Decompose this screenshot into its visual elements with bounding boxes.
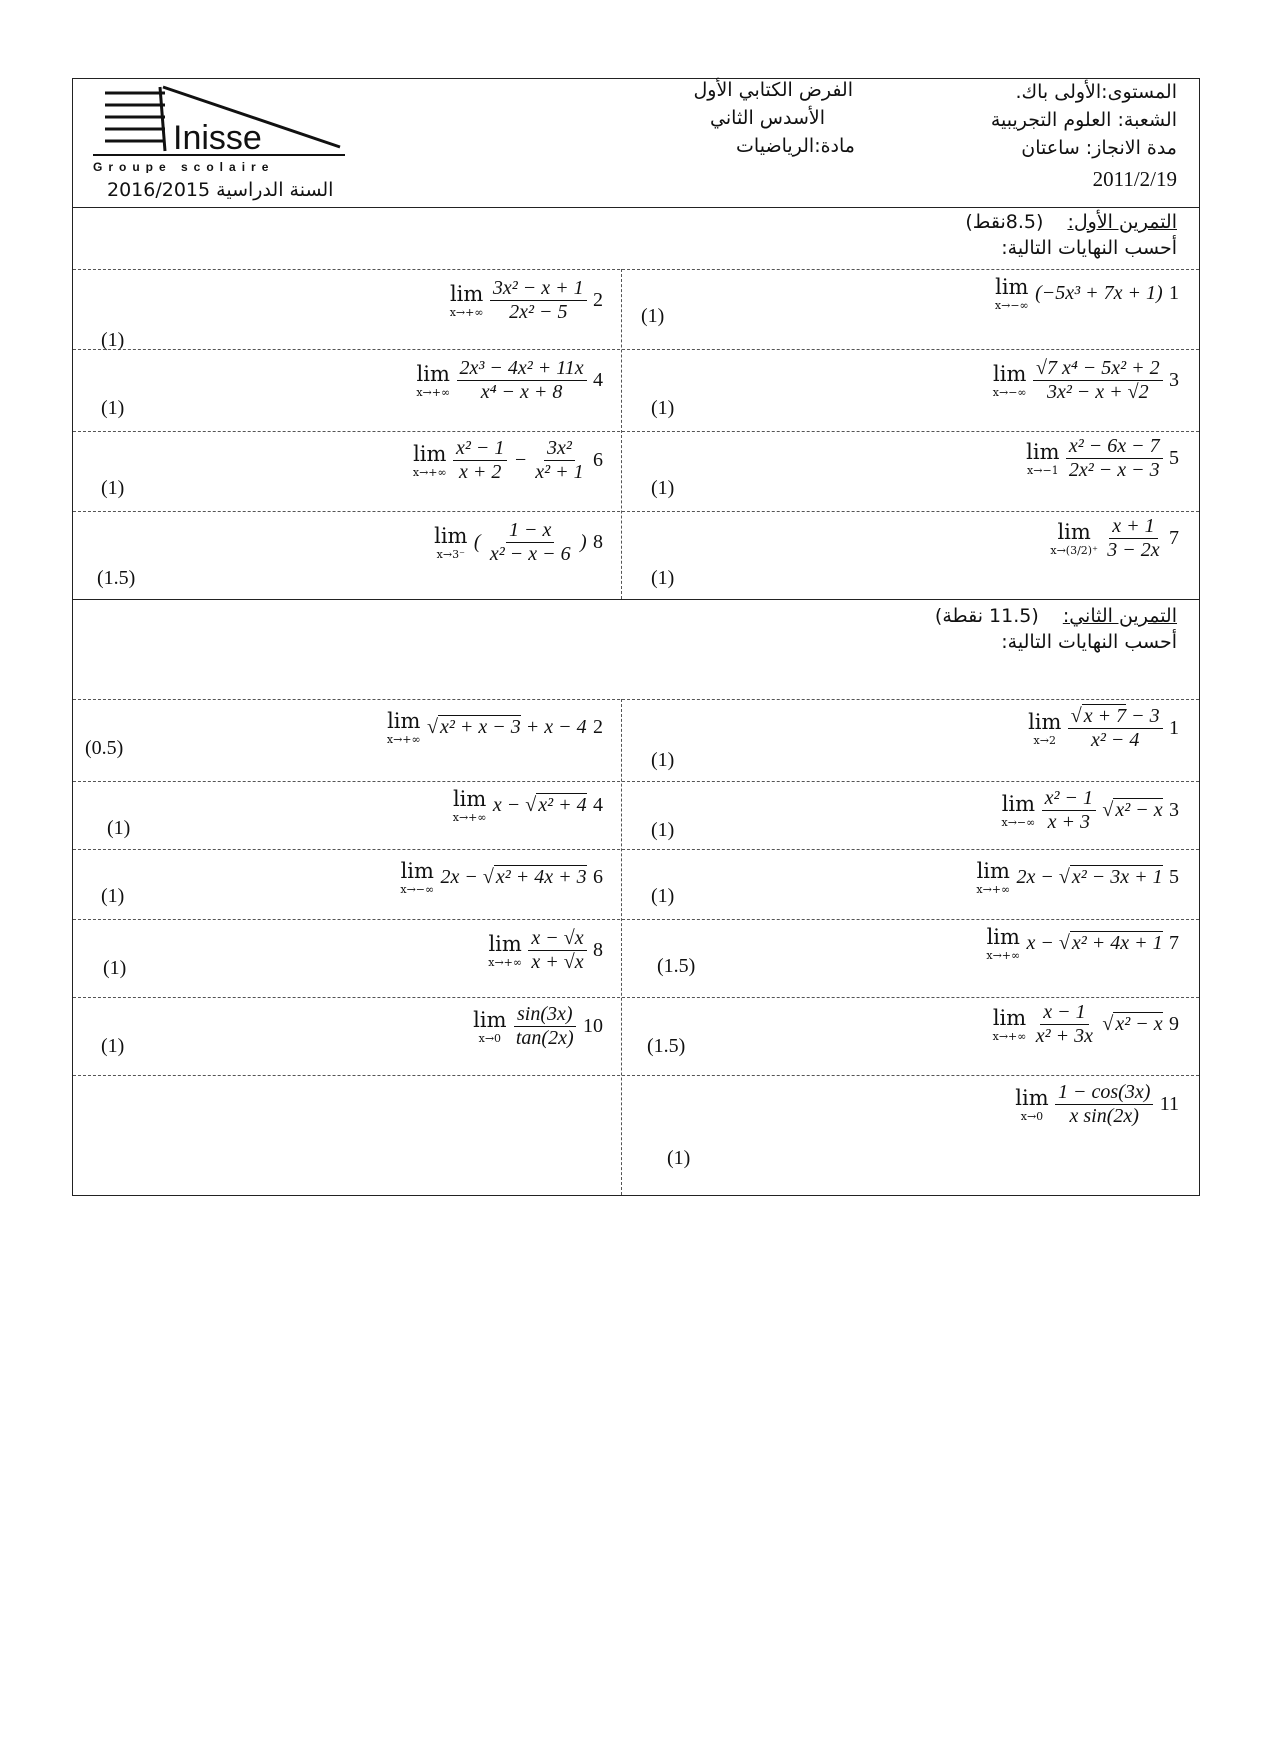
ex1-item-7: lim x→(3/2)⁺ $\frac{x + 1}{3 - 2x}$ 7: [1050, 515, 1179, 561]
ex1-item-6: lim x→+∞ $\frac{\text{x² − 1}}{x + 2}$ − $\frac{\text{3x²}}{\text{x² + 1}}$ 6: [412, 437, 603, 483]
exercise1-instruction: أحسب النهايات التالية:: [1001, 237, 1177, 259]
ex1-item-5-points: (1): [651, 477, 675, 499]
ex2-item-7: lim x→+∞ x − √ x² + 4x + 1 7: [986, 925, 1179, 962]
ex2-item-6-points: (1): [101, 885, 125, 907]
duration-text: مدة الانجاز: ساعتان: [1021, 137, 1177, 159]
level-text: المستوى:الأولى باك.: [1015, 81, 1177, 103]
ex2-item-5: lim x→+∞ 2x − √ x² − 3x + 1 5: [976, 859, 1179, 896]
ex1-item-2-points: (1): [101, 329, 125, 351]
ex2-row-5: [73, 997, 1199, 998]
ex1-row-1: [73, 269, 1199, 270]
ex1-row-4: [73, 511, 1199, 512]
ex2-row-6: [73, 1075, 1199, 1076]
ex2-row-3: [73, 849, 1199, 850]
ex2-item-8-points: (1): [103, 957, 127, 979]
semester-text: الأسدس الثاني: [710, 107, 825, 129]
ex2-row-2: [73, 781, 1199, 782]
ex1-item-7-points: (1): [651, 567, 675, 589]
ex1-item-4-points: (1): [101, 397, 125, 419]
exam-sheet: [72, 78, 1200, 1196]
ex2-item-9: lim x→+∞ $\frac{x - 1}{\text{x² + 3x}}$ √ x² − x 9: [992, 1001, 1179, 1047]
ex2-item-2-points: (0.5): [85, 737, 124, 759]
ex2-item-11: lim x→0 $\frac{1 - \cos(3x)}{\text{x sin(2x)}}$ 11: [1015, 1081, 1179, 1127]
exercise1-title: التمرين الأول: (8.5نقط): [965, 211, 1177, 233]
ex2-item-10: lim x→0 $\frac{\sin(3x)}{\tan(2x)}$ 10: [473, 1003, 603, 1049]
ex2-item-4: lim x→+∞ x − √ x² + 4 4: [452, 787, 603, 824]
ex2-row-1: [73, 699, 1199, 700]
ex2-item-5-points: (1): [651, 885, 675, 907]
ex1-item-8-points: (1.5): [97, 567, 136, 589]
logo-wordmark: Inisse: [173, 119, 262, 157]
ex1-row-2: [73, 349, 1199, 350]
exercise1-points: (8.5نقط): [965, 211, 1044, 233]
ex2-row-4: [73, 919, 1199, 920]
subject-text: مادة:الرياضيات: [736, 135, 855, 157]
exercise2-title: التمرين الثاني: (11.5 نقطة): [934, 605, 1177, 627]
exam-date: 2011/2/19: [1092, 167, 1177, 191]
exercise-separator: [73, 599, 1199, 600]
ex2-item-6: lim x→−∞ 2x − √ x² + 4x + 3 6: [400, 859, 603, 896]
ex2-item-9-points: (1.5): [647, 1035, 686, 1057]
ex2-item-1-points: (1): [651, 749, 675, 771]
ex2-item-3-points: (1): [651, 819, 675, 841]
ex1-item-1-points: (1): [641, 305, 665, 327]
ex1-item-5: lim x→−1 $\frac{\text{x² − 6x − 7}}{\text{2x² − x − 3}}$ 5: [1026, 435, 1179, 481]
branch-text: الشعبة: العلوم التجريبية: [990, 109, 1177, 131]
ex1-item-6-points: (1): [101, 477, 125, 499]
ex2-item-10-points: (1): [101, 1035, 125, 1057]
ex2-item-8: lim x→+∞ $\frac{x - √x}{x + √x}$ 8: [488, 927, 603, 973]
ex1-row-3: [73, 431, 1199, 432]
exercise2-points: (11.5 نقطة): [934, 605, 1039, 627]
ex1-column-divider: [621, 269, 622, 599]
exercise1-header: [73, 207, 1199, 267]
ex1-item-3: lim x→−∞ $\frac{\text{√7 x⁴ − 5x² + 2}}{\text{3x² − x + √2}}$ 3: [992, 357, 1179, 403]
school-year: السنة الدراسية 2016/2015: [107, 179, 334, 201]
ex2-item-4-points: (1): [107, 817, 131, 839]
ex1-item-4: lim x→+∞ $\frac{\text{2x³ − 4x² + 11x}}{\text{x⁴ − x + 8}}$ 4: [416, 357, 603, 403]
ex1-item-3-points: (1): [651, 397, 675, 419]
ex2-item-2: lim x→+∞ √ x² + x − 3 + x − 4 2: [386, 709, 603, 746]
ex2-column-divider: [621, 699, 622, 1195]
ex2-item-11-points: (1): [667, 1147, 691, 1169]
school-logo: [85, 85, 365, 173]
exercise2-instruction: أحسب النهايات التالية:: [1001, 631, 1177, 653]
ex2-item-1: lim x→2 $\frac{√ x + 7 - 3}{\text{x² − 4}}$ 1: [1028, 705, 1179, 751]
logo-subtitle: Groupe scolaire: [93, 160, 275, 173]
ex1-item-1: lim x→−∞ (−5x³ + 7x + 1) 1: [994, 275, 1179, 312]
exam-header: [73, 79, 1199, 208]
ex1-item-2: lim x→+∞ $\frac{\text{3x² − x + 1}}{\text{2x² − 5}}$ 2: [449, 277, 603, 323]
ex2-item-3: lim x→−∞ $\frac{\text{x² − 1}}{x + 3}$ √ x² − x 3: [1001, 787, 1179, 833]
ex2-item-7-points: (1.5): [657, 955, 696, 977]
exam-title: الفرض الكتابي الأول: [693, 79, 853, 101]
exercise2-header: [73, 603, 1199, 663]
ex1-item-8: lim x→3⁻ ( $\frac{1 - x}{\text{x² − x − 6}}$ ) 8: [434, 519, 603, 565]
